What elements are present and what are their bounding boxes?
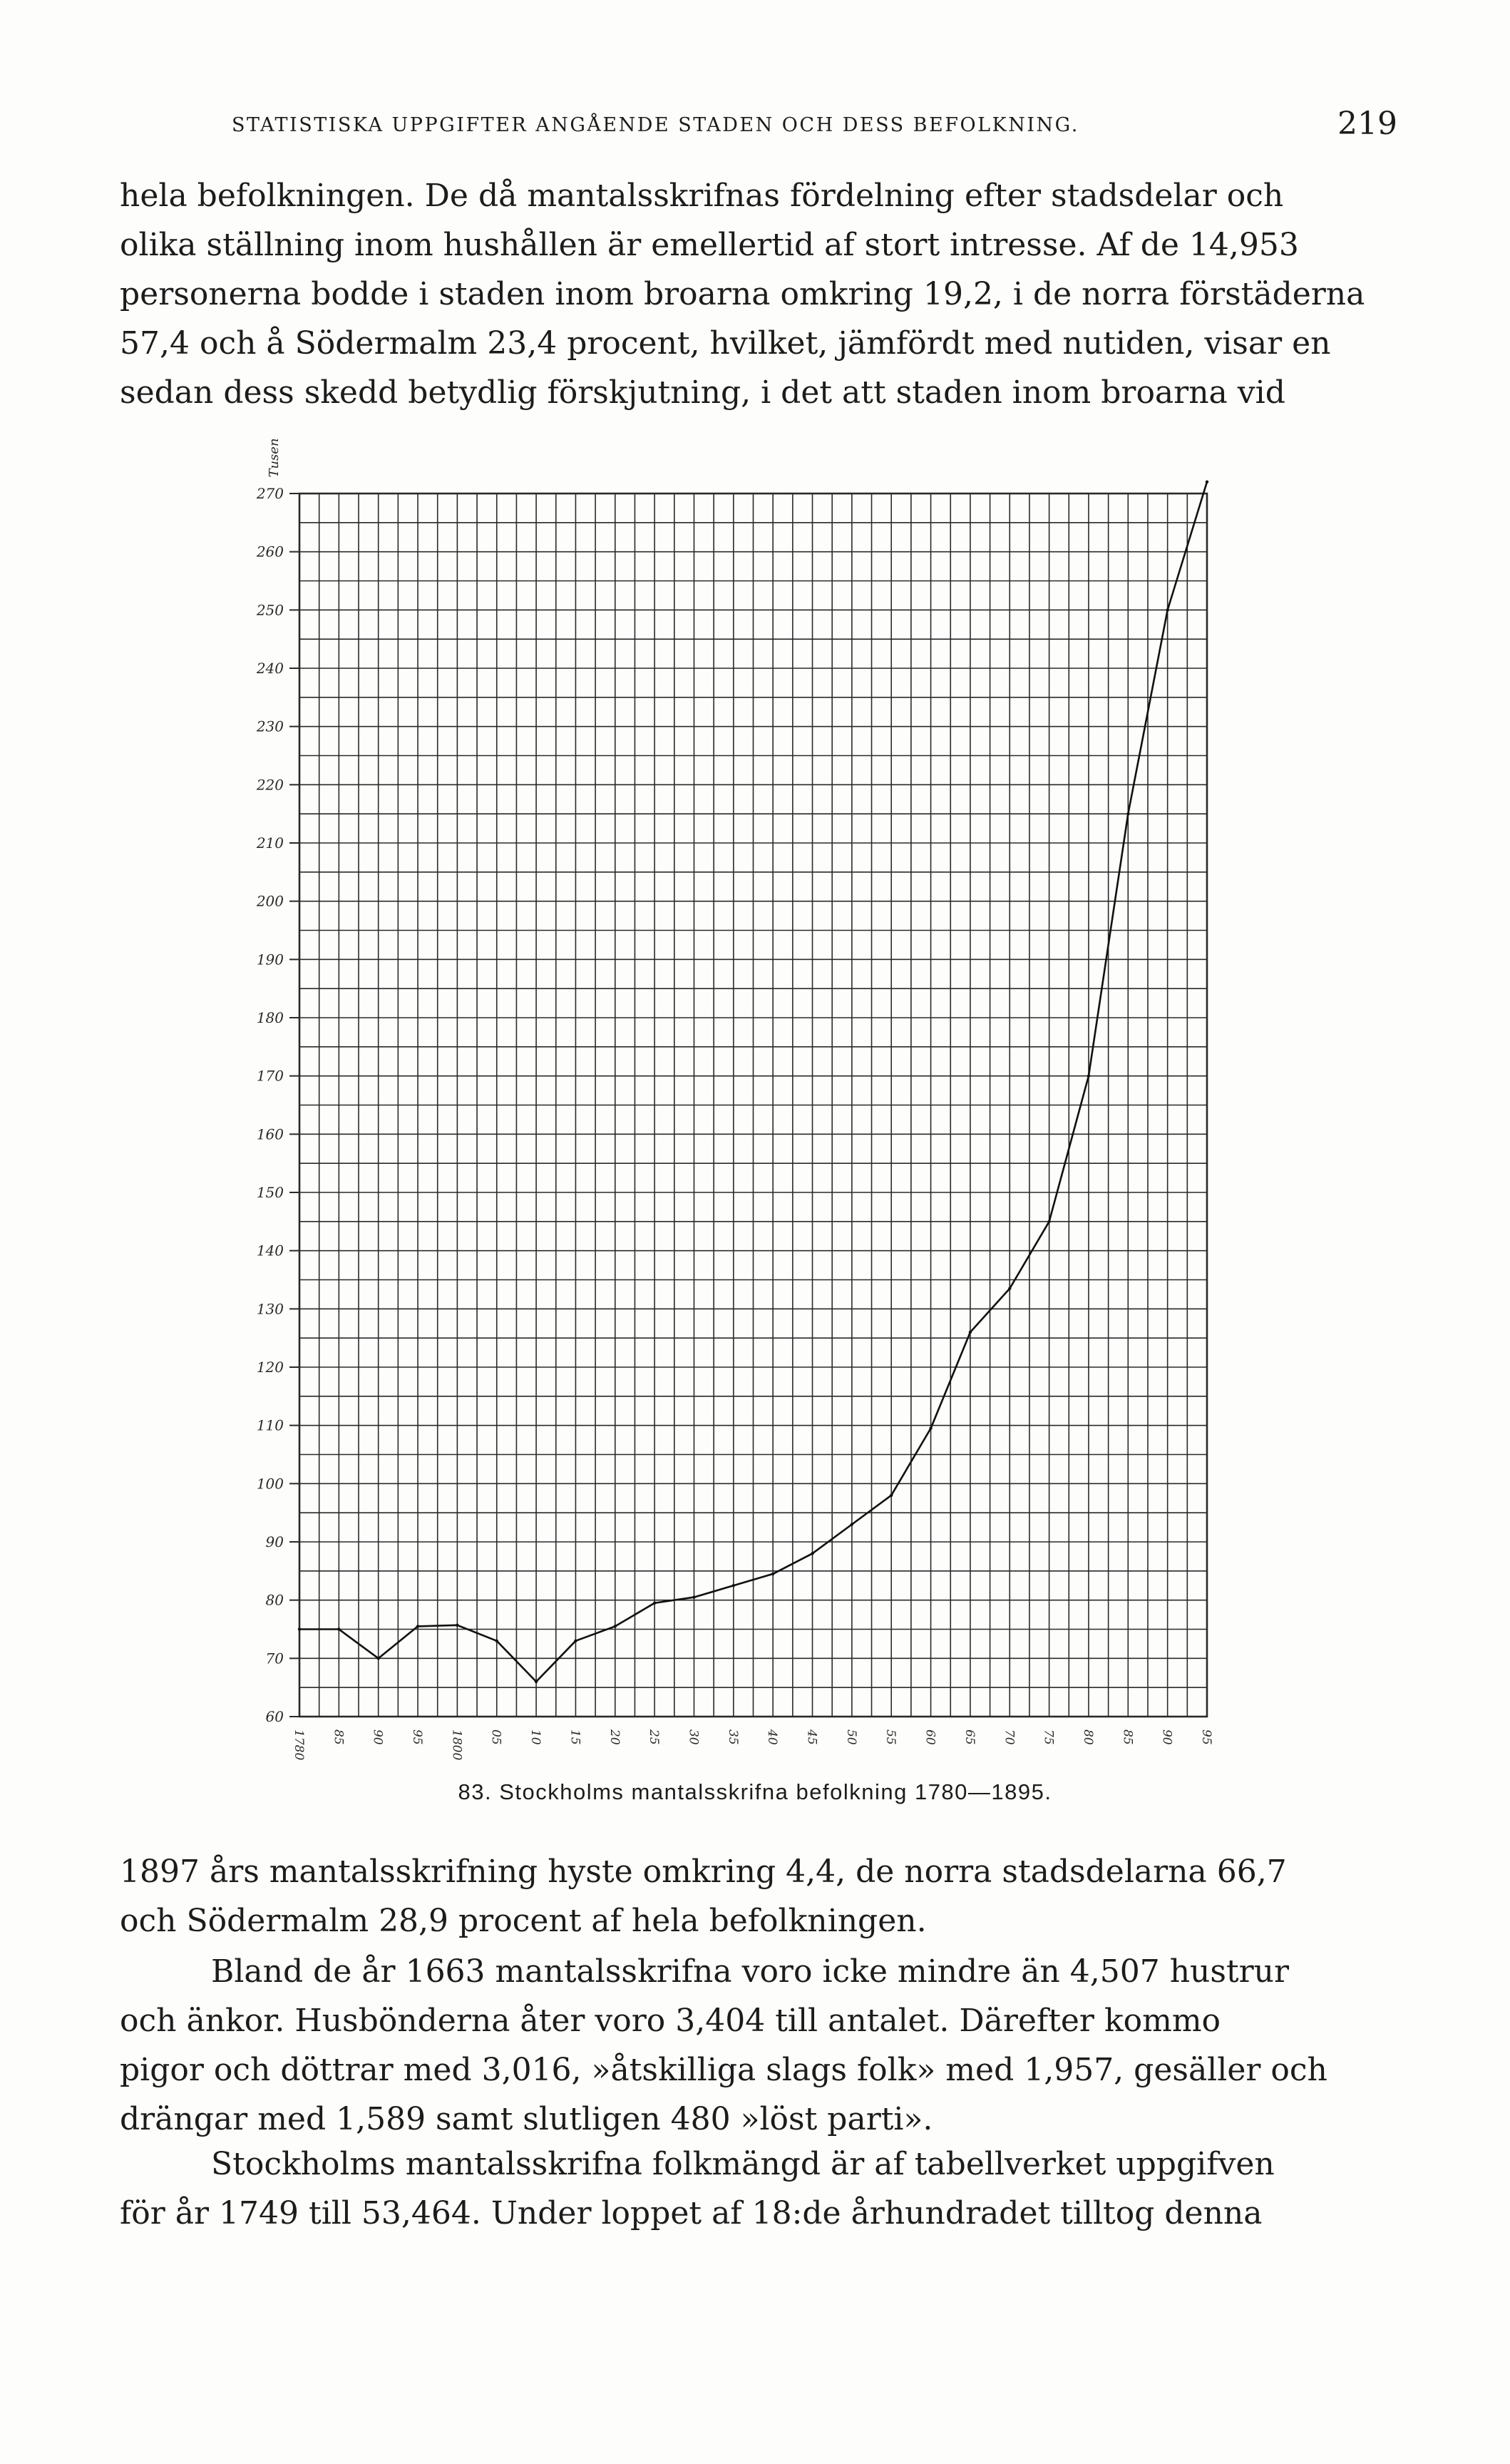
- y-tick-label: 220: [256, 776, 284, 794]
- x-tick-label: 1800: [449, 1729, 464, 1761]
- data-point: [337, 1627, 340, 1630]
- text-line: personerna bodde i staden inom broarna omkring 19,2, i de norra förstäderna: [120, 276, 1365, 312]
- paragraph-bland: [120, 1947, 1382, 2144]
- data-point: [929, 1427, 932, 1430]
- text-line: olika ställning inom hushållen är emellertid af stort intresse. Af de 14,953: [120, 227, 1299, 263]
- y-axis-title: Tusen: [267, 438, 282, 478]
- x-tick-label: 50: [843, 1729, 858, 1745]
- chart-grid: [299, 494, 1207, 1717]
- paragraph-1897: [120, 1847, 1382, 1946]
- y-tick-label: 110: [256, 1416, 284, 1434]
- y-tick-label: 180: [256, 1009, 284, 1026]
- page-number: 219: [1337, 106, 1397, 142]
- y-tick-label: 210: [256, 834, 284, 852]
- data-point: [692, 1595, 695, 1598]
- x-tick-label: 95: [410, 1729, 425, 1745]
- x-tick-label: 90: [370, 1729, 385, 1745]
- x-tick-label: 20: [607, 1729, 622, 1745]
- y-axis-label: [267, 438, 282, 477]
- x-tick-label: 75: [1041, 1729, 1056, 1745]
- x-tick-label: 40: [765, 1729, 780, 1745]
- x-tick-label: 35: [725, 1729, 740, 1745]
- data-point: [1047, 1220, 1050, 1223]
- y-tick-label: 150: [256, 1184, 284, 1201]
- data-point: [535, 1680, 538, 1683]
- x-tick-label: 05: [488, 1729, 503, 1745]
- y-tick-label: 260: [256, 543, 284, 561]
- figure-caption: 83. Stockholms mantalsskrifna befolkning 1780—1895.: [458, 1779, 1052, 1804]
- y-tick-label: 200: [256, 892, 284, 910]
- data-point: [456, 1624, 458, 1627]
- data-point: [1126, 812, 1129, 815]
- x-tick-label: 90: [1159, 1729, 1174, 1745]
- data-point: [771, 1573, 774, 1575]
- text-line: pigor och döttrar med 3,016, »åtskilliga slags folk» med 1,957, gesäller och: [120, 2052, 1327, 2088]
- y-axis-ticks: [256, 485, 299, 1725]
- text-line: drängar med 1,589 samt slutligen 480 »löst parti».: [120, 2101, 933, 2137]
- y-tick-label: 90: [265, 1533, 284, 1550]
- y-tick-label: 190: [256, 951, 284, 968]
- x-tick-label: 55: [883, 1729, 898, 1745]
- data-point: [495, 1640, 498, 1642]
- x-tick-label: 85: [331, 1729, 346, 1745]
- data-point: [298, 1627, 301, 1630]
- data-point: [969, 1331, 972, 1334]
- y-tick-label: 70: [265, 1650, 284, 1667]
- text-line: och Södermalm 28,9 procent af hela befolkningen.: [120, 1903, 927, 1939]
- y-tick-label: 230: [256, 717, 284, 735]
- data-point: [811, 1552, 813, 1555]
- y-tick-label: 120: [256, 1359, 284, 1376]
- x-tick-label: 25: [647, 1729, 662, 1745]
- x-tick-label: 95: [1199, 1729, 1213, 1745]
- text-line: 57,4 och å Södermalm 23,4 procent, hvilket, jämfördt med nutiden, visar en: [120, 325, 1331, 362]
- data-point: [376, 1657, 379, 1660]
- running-head: STATISTISKA UPPGIFTER ANGÅENDE STADEN OCH DESS BEFOLKNING.: [232, 114, 1079, 136]
- data-point: [890, 1493, 893, 1496]
- y-tick-label: 60: [265, 1708, 284, 1725]
- x-tick-label: 15: [567, 1729, 582, 1745]
- data-point: [732, 1584, 735, 1587]
- x-tick-label: 10: [528, 1729, 543, 1745]
- text-line: hela befolkningen. De då mantalsskrifnas fördelning efter stadsdelar och: [120, 178, 1284, 214]
- data-point: [614, 1625, 617, 1627]
- x-tick-label: 1780: [292, 1729, 306, 1761]
- data-point: [1008, 1287, 1011, 1290]
- text-line: Bland de år 1663 mantalsskrifna voro icke mindre än 4,507 hustrur: [211, 1953, 1290, 1990]
- y-tick-label: 100: [256, 1475, 284, 1493]
- x-axis-ticks: [292, 1729, 1213, 1760]
- y-tick-label: 270: [256, 485, 284, 502]
- y-tick-label: 240: [256, 660, 284, 677]
- x-tick-label: 65: [962, 1729, 977, 1745]
- data-point: [574, 1640, 577, 1642]
- x-tick-label: 45: [804, 1729, 819, 1745]
- data-point: [653, 1602, 656, 1605]
- data-point: [416, 1625, 419, 1627]
- data-point: [1087, 1074, 1090, 1077]
- text-line: för år 1749 till 53,464. Under loppet af 18:de århundradet tilltog denna: [120, 2195, 1263, 2232]
- x-tick-label: 70: [1002, 1729, 1017, 1745]
- y-tick-label: 80: [265, 1591, 284, 1609]
- data-point: [851, 1523, 853, 1525]
- text-line: och änkor. Husbönderna åter voro 3,404 till antalet. Därefter kommo: [120, 2003, 1221, 2039]
- x-tick-label: 85: [1120, 1729, 1135, 1745]
- x-tick-label: 30: [686, 1729, 701, 1745]
- data-point: [1166, 608, 1169, 611]
- data-point: [1206, 480, 1208, 483]
- text-line: sedan dess skedd betydlig förskjutning, i det att staden inom broarna vid: [120, 374, 1285, 411]
- paragraph-stockholm: [120, 2140, 1382, 2238]
- x-tick-label: 60: [923, 1729, 938, 1745]
- text-line: Stockholms mantalsskrifna folkmängd är af tabellverket uppgifven: [211, 2146, 1275, 2182]
- y-tick-label: 140: [256, 1242, 284, 1259]
- x-tick-label: 80: [1080, 1729, 1095, 1745]
- text-line: 1897 års mantalsskrifning hyste omkring 4,4, de norra stadsdelarna 66,7: [120, 1854, 1287, 1890]
- y-tick-label: 170: [256, 1067, 284, 1085]
- y-tick-label: 160: [256, 1125, 284, 1143]
- y-tick-label: 250: [256, 601, 284, 619]
- y-tick-label: 130: [256, 1300, 284, 1318]
